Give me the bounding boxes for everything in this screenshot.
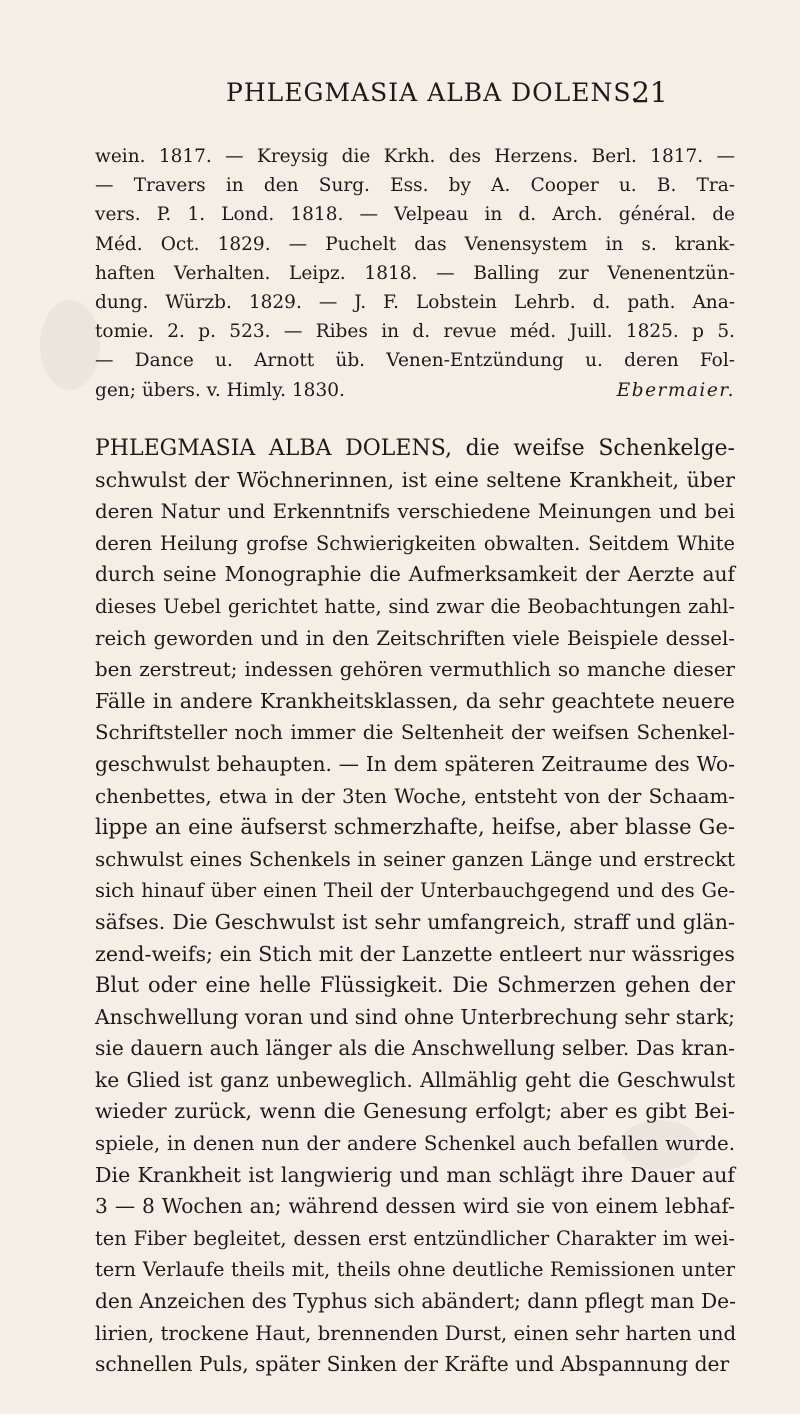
body-line: spiele, in denen nun der andere Schenkel auch befallen wurde. — [95, 1132, 735, 1156]
bibliography-last-line — [95, 376, 735, 405]
body-line: 3 — 8 Wochen an; während dessen wird sie von einem lebhaf- — [95, 1194, 735, 1219]
page-number: 21 — [632, 76, 668, 109]
body-line: schwulst der Wöchnerinnen, ist eine seltene Krankheit, über — [95, 467, 735, 492]
body-line: ke Glied ist ganz unbeweglich. Allmählig geht die Geschwulst — [95, 1067, 735, 1092]
body-line: deren Natur und Erkenntnifs verschiedene Meinungen und bei — [95, 500, 735, 524]
body-line: lippe an eine äufserst schmerzhafte, heifse, aber blasse Ge- — [95, 815, 735, 840]
body-line: durch seine Monographie die Aufmerksamkeit der Aerzte auf — [95, 562, 735, 587]
body-line: Blut oder eine helle Flüssigkeit. Die Schmerzen gehen der — [95, 973, 735, 998]
body-line: lirien, trockene Haut, brennenden Durst, einen sehr harten und — [95, 1321, 737, 1345]
bibliography-line: — Travers in den Surg. Ess. by A. Cooper u. B. Tra- — [95, 175, 735, 197]
body-line: schnellen Puls, später Sinken der Kräfte und Abspannung der — [95, 1352, 730, 1377]
body-line: dieses Uebel gerichtet hatte, sind zwar die Beobachtungen zahl- — [95, 594, 735, 618]
body-line: wieder zurück, wenn die Genesung erfolgt; aber es gibt Bei- — [95, 1099, 735, 1124]
body-line: ten Fiber begleitet, dessen erst entzündlicher Charakter im wei- — [95, 1226, 735, 1250]
bibliography-line: tomie. 2. p. 523. — Ribes in d. revue méd. Juill. 1825. p 5. — [95, 321, 735, 343]
bibliography-line: vers. P. 1. Lond. 1818. — Velpeau in d. Arch. général. de — [95, 204, 735, 226]
body-line: Fälle in andere Krankheitsklassen, da sehr geachtete neuere — [95, 688, 735, 713]
body-line: ben zerstreut; indessen gehören vermuthlich so manche dieser — [95, 658, 735, 682]
body-line: deren Heilung grofse Schwierigkeiten obwalten. Seitdem White — [95, 531, 735, 555]
body-line: den Anzeichen des Typhus sich abändert; dann pflegt man De- — [95, 1289, 736, 1314]
body-line: chenbettes, etwa in der 3ten Woche, entsteht von der Schaam- — [95, 784, 735, 808]
bibliography-block — [95, 142, 735, 405]
body-line: reich geworden und in den Zeitschriften viele Beispiele dessel- — [95, 626, 735, 650]
article-title-line: PHLEGMASIA ALBA DOLENS, die weifse Schenkelge- — [95, 436, 735, 461]
page-header — [0, 78, 800, 128]
running-title: PHLEGMASIA ALBA DOLENS. — [226, 78, 640, 107]
body-line: Schriftsteller noch immer die Seltenheit der weifsen Schenkel- — [95, 721, 735, 745]
body-line: Die Krankheit ist langwierig und man schlägt ihre Dauer auf — [95, 1162, 735, 1187]
body-line: schwulst eines Schenkels in seiner ganzen Länge und erstreckt — [95, 847, 735, 871]
paper-stain — [40, 300, 100, 390]
bibliography-line: — Dance u. Arnott üb. Venen-Entzündung u. deren Fol- — [95, 350, 735, 372]
bibliography-line: dung. Würzb. 1829. — J. F. Lobstein Lehrb. d. path. Ana- — [95, 291, 735, 313]
body-line: tern Verlaufe theils mit, theils ohne deutliche Remissionen unter — [95, 1258, 735, 1282]
body-line: zend-weifs; ein Stich mit der Lanzette entleert nur wässriges — [95, 941, 735, 966]
bibliography-line: gen; übers. v. Himly. 1830. — [95, 379, 345, 401]
body-line: Anschwellung voran und sind ohne Unterbrechung sehr stark; — [95, 1004, 735, 1029]
article-body — [95, 433, 735, 1381]
body-line: säfses. Die Geschwulst ist sehr umfangreich, straff und glän- — [95, 909, 735, 934]
author-signature: Ebermaier. — [616, 379, 735, 401]
bibliography-line: haften Verhalten. Leipz. 1818. — Balling zur Venenentzün- — [95, 262, 735, 284]
body-line: sie dauern auch länger als die Anschwellung selber. Das kran- — [95, 1036, 735, 1061]
bibliography-line: Méd. Oct. 1829. — Puchelt das Venensystem in s. krank- — [95, 233, 735, 255]
body-line: geschwulst behaupten. — In dem späteren Zeitraume des Wo- — [95, 751, 735, 776]
bibliography-line: wein. 1817. — Kreysig die Krkh. des Herzens. Berl. 1817. — — [95, 146, 735, 167]
body-line: sich hinauf über einen Theil der Unterbauchgegend und des Ge- — [95, 879, 735, 903]
